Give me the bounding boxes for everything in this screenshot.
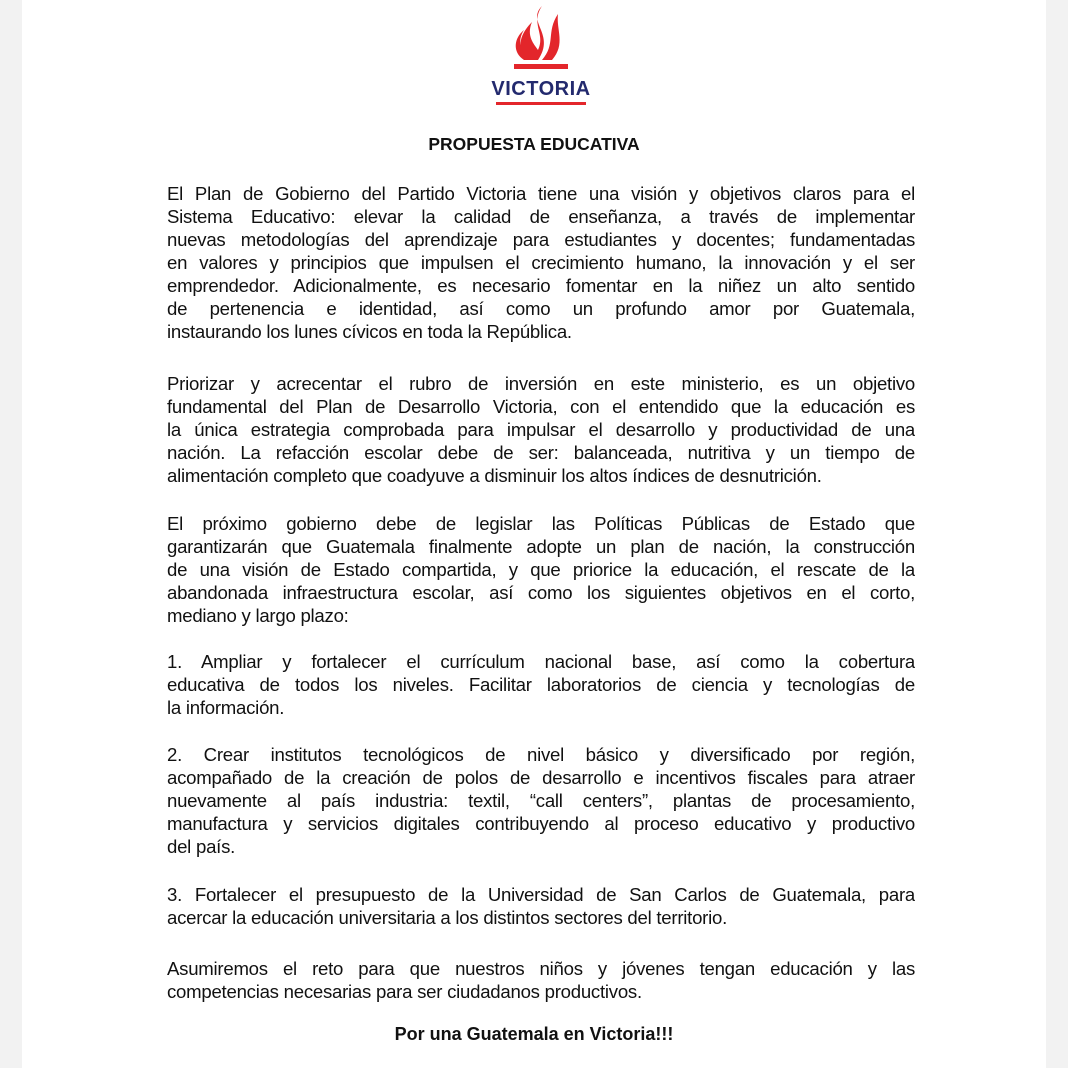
- text-line: acompañado de la creación de polos de desarrollo e incentivos fiscales para atraer: [167, 767, 915, 788]
- text-line: instaurando los lunes cívicos en toda la República.: [167, 321, 572, 342]
- paragraph: [167, 650, 915, 719]
- text-line: 2. Crear institutos tecnológicos de nivel básico y diversificado por región,: [167, 744, 915, 765]
- text-line: El Plan de Gobierno del Partido Victoria tiene una visión y objetivos claros para el: [167, 183, 915, 204]
- text-line: Priorizar y acrecentar el rubro de inversión en este ministerio, es un objetivo: [167, 373, 915, 394]
- text-line: nuevamente al país industria: textil, “call centers”, plantas de procesamiento,: [167, 790, 915, 811]
- logo-text: VICTORIA: [491, 78, 591, 100]
- text-line: del país.: [167, 836, 236, 857]
- text-line: mediano y largo plazo:: [167, 605, 349, 626]
- victoria-logo: [486, 4, 596, 104]
- text-line: fundamental del Plan de Desarrollo Victoria, con el entendido que la educación es: [167, 396, 915, 417]
- flame-icon: [486, 4, 596, 78]
- closing-slogan: Por una Guatemala en Victoria!!!: [394, 1024, 674, 1044]
- text-line: El próximo gobierno debe de legislar las Políticas Públicas de Estado que: [167, 513, 915, 534]
- text-line: acercar la educación universitaria a los distintos sectores del territorio.: [167, 907, 727, 928]
- text-line: nuevas metodologías del aprendizaje para estudiantes y docentes; fundamentadas: [167, 229, 915, 250]
- text-line: nación. La refacción escolar debe de ser: balanceada, nutritiva y un tiempo de: [167, 442, 915, 463]
- text-line: alimentación completo que coadyuve a disminuir los altos índices de desnutrición.: [167, 465, 822, 486]
- paragraph: [167, 743, 915, 858]
- text-line: la única estrategia comprobada para impulsar el desarrollo y productividad de una: [167, 419, 915, 440]
- text-line: la información.: [167, 697, 285, 718]
- text-line: de pertenencia e identidad, así como un profundo amor por Guatemala,: [167, 298, 915, 319]
- paragraph: [167, 372, 915, 487]
- logo-underline: [496, 102, 586, 105]
- document-title: PROPUESTA EDUCATIVA: [428, 134, 640, 154]
- text-line: abandonada infraestructura escolar, así como los siguientes objetivos en el corto,: [167, 582, 915, 603]
- text-line: 1. Ampliar y fortalecer el currículum nacional base, así como la cobertura: [167, 651, 915, 672]
- text-line: educativa de todos los niveles. Facilitar laboratorios de ciencia y tecnologías de: [167, 674, 915, 695]
- text-line: de una visión de Estado compartida, y que priorice la educación, el rescate de la: [167, 559, 915, 580]
- paragraph: [167, 512, 915, 627]
- text-line: Sistema Educativo: elevar la calidad de enseñanza, a través de implementar: [167, 206, 915, 227]
- text-line: emprendedor. Adicionalmente, es necesario fomentar en la niñez un alto sentido: [167, 275, 915, 296]
- text-line: en valores y principios que impulsen el crecimiento humano, la innovación y el ser: [167, 252, 915, 273]
- text-line: garantizarán que Guatemala finalmente adopte un plan de nación, la construcción: [167, 536, 915, 557]
- text-line: Asumiremos el reto para que nuestros niños y jóvenes tengan educación y las: [167, 958, 915, 979]
- paragraph: [167, 182, 915, 343]
- paragraph: [167, 957, 915, 1003]
- text-line: 3. Fortalecer el presupuesto de la Universidad de San Carlos de Guatemala, para: [167, 884, 915, 905]
- paragraph: [167, 883, 915, 929]
- text-line: competencias necesarias para ser ciudadanos productivos.: [167, 981, 642, 1002]
- text-line: manufactura y servicios digitales contribuyendo al proceso educativo y productivo: [167, 813, 915, 834]
